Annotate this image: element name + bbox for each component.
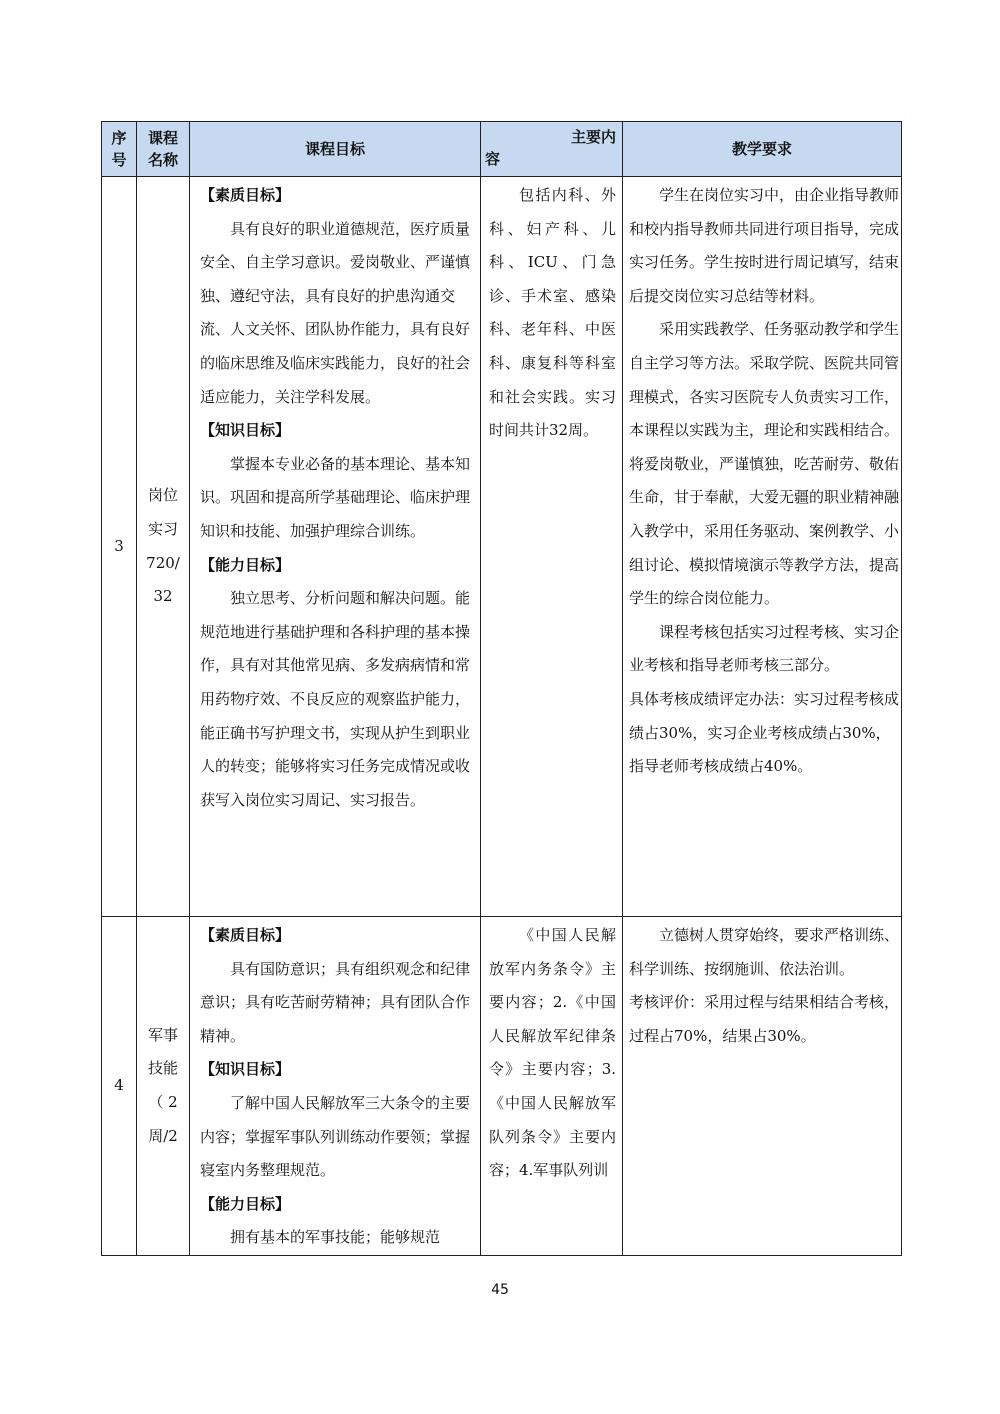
header-course-goal: 课程目标 (190, 122, 481, 177)
ability-goal-title: 【能力目标】 (200, 555, 291, 574)
header-content-tail: 容 (485, 150, 501, 168)
quality-goal-text: 具有良好的职业道德规范，医疗质量安全、自主学习意识。爱岗敬业、严谨慎独、遵纪守法，具有良好的护患沟通交流、人文关怀、团队协作能力，具有良好的临床思维及临床实践能力，良好的社会适应能力，关注学科发展。 (200, 219, 471, 406)
ability-goal-text: 独立思考、分析问题和解决问题。能规范地进行基础护理和各科护理的基本操作，具有对其他常见病、多发病病情和常用药物疗效、不良反应的观察监护能力，能正确书写护理文书，实现从护生到职业人的转变；能够将实习任务完成情况或收获写入岗位实习周记、实习报告。 (200, 589, 471, 809)
header-seq (102, 122, 137, 177)
course-name-line: 32 (153, 587, 173, 606)
knowledge-goal-text: 掌握本专业必备的基本理论、基本知识。巩固和提高所学基础理论、临床护理知识和技能、加强护理综合训练。 (200, 454, 471, 540)
course-name-line: 周/2 (148, 1126, 178, 1145)
header-content-head: 主要内 (570, 128, 616, 146)
header-teaching-requirements: 教学要求 (623, 122, 902, 177)
header-main-content (481, 122, 623, 177)
table-header-row (102, 122, 902, 177)
quality-goal-text: 具有国防意识；具有组织观念和纪律意识；具有吃苦耐劳精神；具有团队合作精神。 (200, 959, 471, 1045)
requirement-paragraph: 立德树人贯穿始终，要求严格训练、科学训练、按纲施训、依法治训。 (629, 926, 900, 978)
ability-goal-text: 拥有基本的军事技能；能够规范 (230, 1228, 441, 1247)
course-name-line: （ 2 (148, 1092, 178, 1111)
header-seq-line: 号 (111, 151, 127, 169)
quality-goal-title: 【素质目标】 (200, 926, 291, 944)
knowledge-goal-title: 【知识目标】 (200, 1060, 291, 1079)
header-seq-line: 序 (111, 129, 127, 147)
requirement-paragraph: 采用实践教学、任务驱动教学和学生自主学习等方法。采取学院、医院共同管理模式，各实习医院专人负责实习工作，本课程以实践为主，理论和实践相结合。将爱岗敬业，严谨慎独，吃苦耐劳、敬佑生命，甘于奉献，大爱无疆的职业精神融入教学中，采用任务驱动、案例教学、小组讨论、模拟情境演示等教学方法，提高学生的综合岗位能力。 (629, 320, 900, 608)
requirement-paragraph: 学生在岗位实习中，由企业指导教师和校内指导教师共同进行项目指导，完成实习任务。学生按时进行周记填写，结束后提交岗位实习总结等材料。 (629, 186, 900, 305)
row-course-name (137, 177, 190, 917)
row-main-content (481, 177, 623, 917)
course-name-line: 实习 (147, 519, 178, 538)
requirement-paragraph: 具体考核成绩评定办法：实习过程考核成绩占30%，实习企业考核成绩占30%，指导老师考核成绩占40%。 (629, 689, 900, 776)
page-number: 45 (491, 1282, 509, 1298)
header-name-line: 名称 (147, 151, 178, 169)
course-name-line: 720/ (146, 553, 180, 572)
row-course-goal (190, 917, 481, 1256)
ability-goal-title: 【能力目标】 (200, 1194, 291, 1213)
requirement-paragraph: 课程考核包括实习过程考核、实习企业考核和指导老师考核三部分。 (629, 622, 900, 675)
course-name-line: 岗位 (147, 486, 178, 505)
requirement-paragraph: 考核评价：采用过程与结果相结合考核，过程占70%，结果占30%。 (629, 993, 900, 1045)
header-name-line: 课程 (147, 129, 178, 147)
row-course-name (137, 917, 190, 1256)
row-teaching-requirements (623, 917, 902, 1256)
knowledge-goal-text: 了解中国人民解放军三大条令的主要内容；掌握军事队列训练动作要领；掌握寝室内务整理规范。 (200, 1093, 471, 1180)
row-teaching-requirements (623, 177, 902, 917)
row-seq: 4 (102, 917, 137, 1256)
table-row (102, 177, 902, 917)
main-content-text: 包括内科、外科、妇产科、儿科、ICU、门急诊、手术室、感染科、老年科、中医科、康复科等科室和社会实践。实习时间共计32周。 (489, 186, 616, 440)
row-main-content (481, 917, 623, 1256)
course-table (101, 121, 902, 1256)
course-name-line: 技能 (147, 1059, 178, 1078)
main-content-text: 《中国人民解放军内务条令》主要内容；2.《中国人民解放军纪律条令》主要内容；3.《中国人民解放军队列条令》主要内容；4.军事队列训 (489, 926, 616, 1180)
knowledge-goal-title: 【知识目标】 (200, 421, 291, 440)
row-seq: 3 (102, 177, 137, 917)
course-name-line: 军事 (147, 1025, 178, 1044)
row-course-goal (190, 177, 481, 917)
table-row (102, 917, 902, 1256)
header-course-name (137, 122, 190, 177)
quality-goal-title: 【素质目标】 (200, 186, 291, 204)
